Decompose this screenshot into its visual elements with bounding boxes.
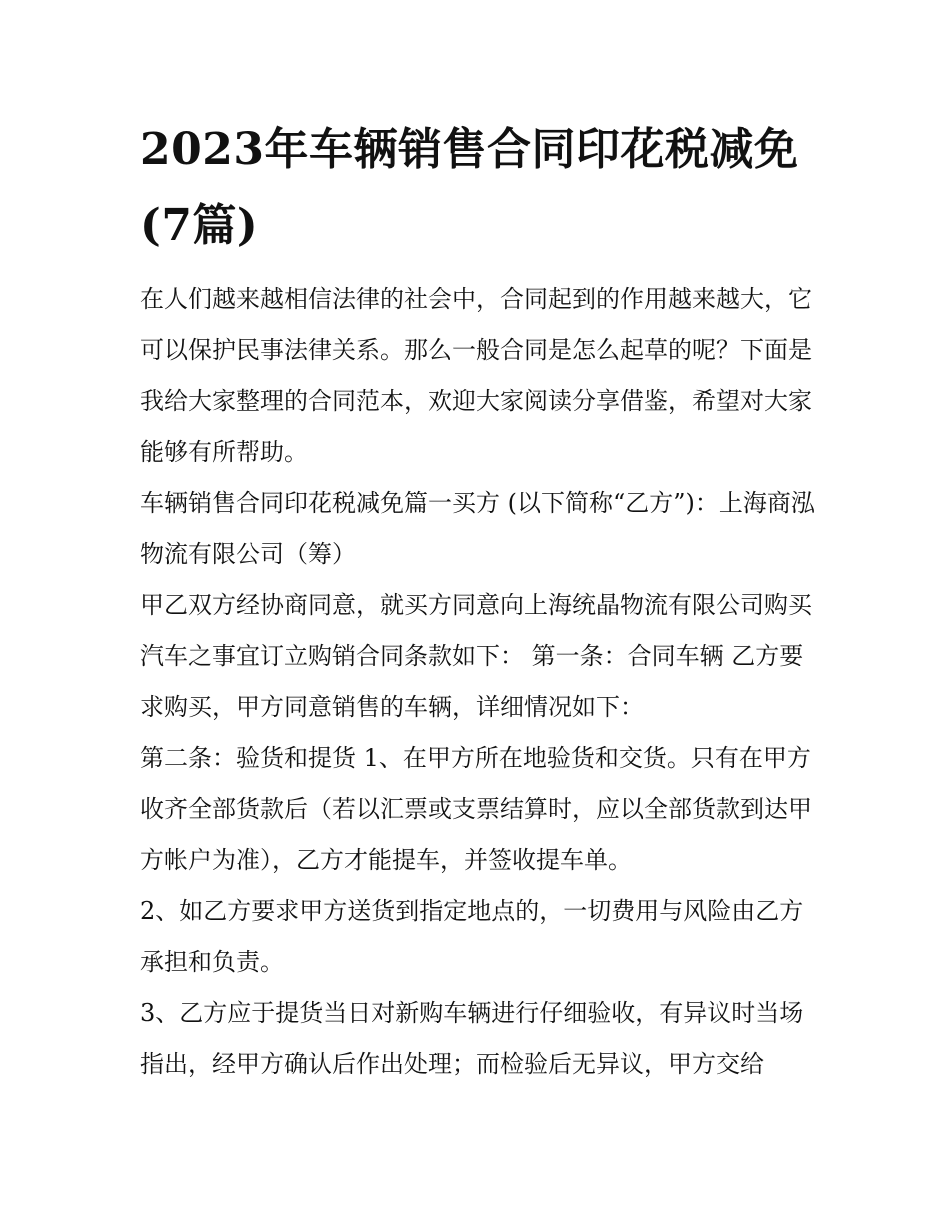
paragraph-agreement: 甲乙双方经协商同意，就买方同意向上海统晶物流有限公司购买汽车之事宜订立购销合同条款如下： 第一条：合同车辆 乙方要求购买，甲方同意销售的车辆，详细情况如下： bbox=[140, 591, 812, 721]
paragraph-buyer: 车辆销售合同印花税减免篇一买方 (以下简称“乙方”)：上海商泓物流有限公司（筹） bbox=[140, 489, 815, 568]
paragraph-intro: 在人们越来越相信法律的社会中，合同起到的作用越来越大，它可以保护民事法律关系。那么一般合同是怎么起草的呢？下面是我给大家整理的合同范本，欢迎大家阅读分享借鉴，希望对大家能够有所帮助。 bbox=[140, 285, 812, 466]
document-title: 2023年车辆销售合同印花税减免(7篇) bbox=[140, 124, 799, 251]
paragraph-item-3: 3、乙方应于提货当日对新购车辆进行仔细验收，有异议时当场指出，经甲方确认后作出处理；而检验后无异议，甲方交给 bbox=[140, 999, 804, 1078]
paragraph-article-2: 第二条：验货和提货 1、在甲方所在地验货和交货。只有在甲方收齐全部货款后（若以汇票或支票结算时，应以全部货款到达甲方帐户为准），乙方才能提车，并签收提车单。 bbox=[140, 744, 812, 874]
paragraph-item-2: 2、如乙方要求甲方送货到指定地点的，一切费用与风险由乙方承担和负责。 bbox=[140, 897, 804, 976]
document-body bbox=[140, 112, 820, 1090]
